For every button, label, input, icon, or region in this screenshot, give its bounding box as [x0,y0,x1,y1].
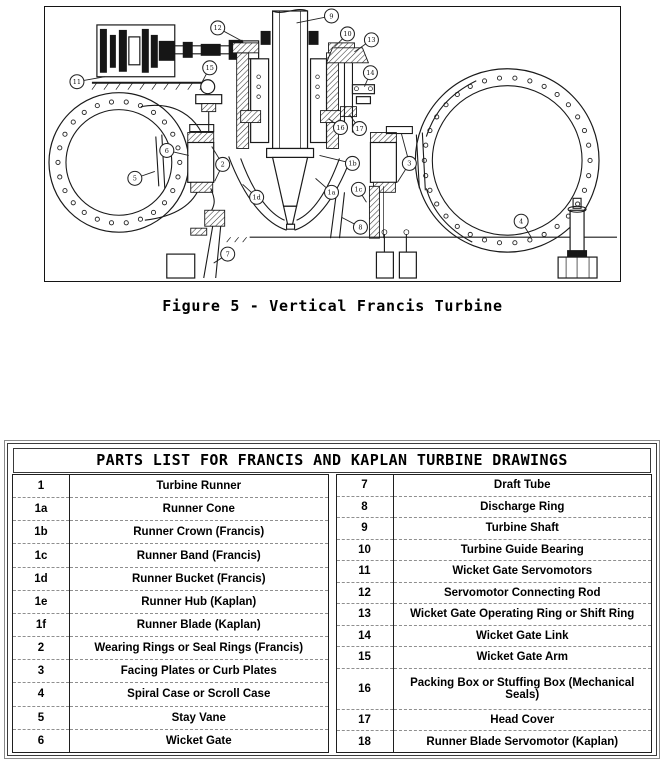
table-row [336,539,652,561]
table-row [13,729,329,752]
part-number: 1e [13,590,70,613]
table-row [13,637,329,660]
table-row [336,625,652,647]
part-number: 4 [13,683,70,706]
part-name: Wicket Gate [70,729,329,752]
callout-label: 1a [327,188,336,197]
part-number: 18 [336,731,393,753]
parts-list-inner [7,443,657,756]
table-row [336,518,652,540]
part-name: Spiral Case or Scroll Case [70,683,329,706]
callout-label: 11 [72,78,82,87]
part-name: Facing Plates or Curb Plates [70,660,329,683]
part-number: 16 [336,668,393,709]
part-name: Runner Band (Francis) [70,544,329,567]
callout-label: 1b [348,159,357,168]
part-number: 7 [336,475,393,497]
part-name: Draft Tube [493,479,551,492]
turbine-figure-frame [44,6,621,282]
part-number: 17 [336,709,393,731]
table-row [13,544,329,567]
callout-label: 13 [367,36,376,45]
parts-table-left [12,474,329,753]
part-number: 1a [13,498,70,521]
parts-table-right [336,474,653,753]
parts-table-title: PARTS LIST FOR FRANCIS AND KAPLAN TURBINE DRAWINGS [13,448,651,473]
table-row [13,683,329,706]
turbine-shaft [273,10,308,149]
part-name: Runner Cone [70,498,329,521]
part-name: Runner Blade (Kaplan) [70,613,329,636]
part-name: Discharge Ring [393,496,652,518]
callout-label: 10 [343,30,352,39]
figure-caption: Figure 5 - Vertical Francis Turbine [162,297,503,315]
table-row [336,731,652,753]
table-row [336,604,652,626]
callout-label: 8 [358,223,363,232]
part-name: Wearing Rings or Seal Rings (Francis) [70,637,329,660]
part-name: Turbine Runner [156,480,242,493]
part-number: 14 [336,625,393,647]
table-row [13,498,329,521]
part-number: 3 [13,660,70,683]
part-name: Turbine Guide Bearing [393,539,652,561]
part-name: Runner Crown (Francis) [70,521,329,544]
part-name: Turbine Shaft [393,518,652,540]
callout-label: 16 [336,123,345,132]
part-name: Stay Vane [70,706,329,729]
wicket-gate-arm-assembly [196,80,222,135]
table-row [13,660,329,683]
parts-table-body [12,474,652,753]
parts-list-table [4,440,660,759]
callout-label: 3 [407,159,412,168]
callout-label: 6 [164,146,169,155]
table-row [336,709,652,731]
part-name: Wicket Gate Servomotors [393,561,652,583]
part-number: 15 [336,647,393,669]
table-row [13,475,329,498]
callout-label: 1d [252,193,261,202]
part-name: Runner Hub (Kaplan) [70,590,329,613]
spiral-case-left-section [49,93,189,232]
table-row [336,561,652,583]
part-number: 10 [336,539,393,561]
part-name: Head Cover [393,709,652,731]
part-number: 1c [13,544,70,567]
part-name: Wicket Gate Arm [393,647,652,669]
part-number: 12 [336,582,393,604]
callout-label: 15 [205,64,214,73]
callout-label: 12 [213,24,222,33]
callout-label: 17 [355,124,364,133]
part-name: Wicket Gate Link [393,625,652,647]
table-row [336,496,652,518]
part-number: 2 [13,637,70,660]
callout-label: 1c [354,185,363,194]
part-number: 5 [13,706,70,729]
table-row [13,706,329,729]
part-number: 1 [13,475,70,498]
table-row [13,613,329,636]
table-row [336,582,652,604]
part-name: Packing Box or Stuffing Box (Mechanical Seals) [393,668,652,709]
callout-label: 4 [519,217,524,226]
part-number: 6 [13,729,70,752]
table-row [336,475,652,497]
part-number: 11 [336,561,393,583]
part-number: 1f [13,613,70,636]
callout-label: 7 [225,250,230,259]
table-row [13,521,329,544]
callout-label: 9 [329,12,334,21]
part-number: 8 [336,496,393,518]
table-row [13,590,329,613]
part-number: 13 [336,604,393,626]
part-name: Runner Blade Servomotor (Kaplan) [393,731,652,753]
part-name: Servomotor Connecting Rod [393,582,652,604]
part-name: Runner Bucket (Francis) [70,567,329,590]
callout-label: 2 [220,160,225,169]
callout-label: 5 [132,174,137,183]
turbine-drawing-svg [45,7,619,280]
part-number: 1d [13,567,70,590]
callout-label: 14 [366,69,375,78]
part-name: Wicket Gate Operating Ring or Shift Ring [393,604,652,626]
table-row [13,567,329,590]
part-number: 9 [336,518,393,540]
table-row [336,668,652,709]
table-row [336,647,652,669]
part-number: 1b [13,521,70,544]
